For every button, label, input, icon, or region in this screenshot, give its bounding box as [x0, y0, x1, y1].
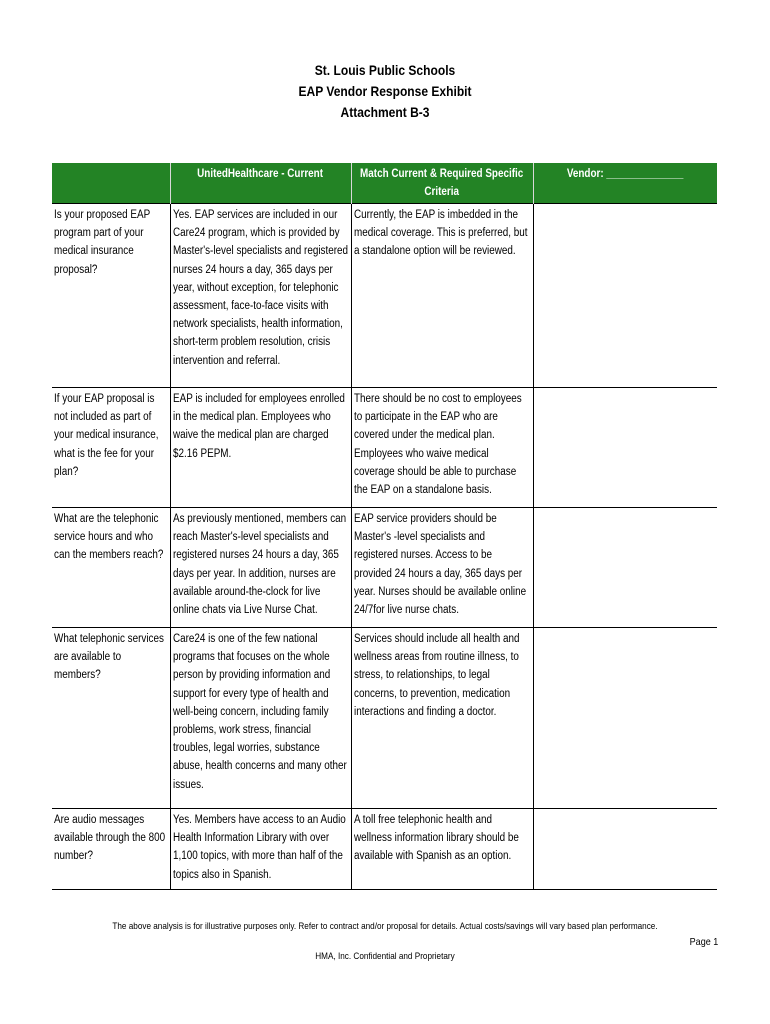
- current-cell: Care24 is one of the few national programs that focuses on the whole person by providing information and support for every type of health and well-being concern, including family problems, work stress, financial troubles, legal worries, substance abuse, health concerns and many other issues.: [170, 628, 351, 809]
- table-row: [52, 388, 717, 508]
- header-criteria: Match Current & Required Specific Criteria: [351, 163, 533, 204]
- current-cell: EAP is included for employees enrolled in the medical plan. Employees who waive the medical plan are charged $2.16 PEPM.: [170, 388, 351, 508]
- table-row: [52, 628, 717, 809]
- current-cell: As previously mentioned, members can reach Master's-level specialists and registered nurses 24 hours a day, 365 days per year. In addition, nurses are available around-the-clock for live online chats via Live Nurse Chat.: [170, 508, 351, 628]
- document-title: [54, 60, 716, 123]
- table-row: [52, 204, 717, 388]
- vendor-cell[interactable]: [533, 388, 717, 508]
- question-cell: What telephonic services are available to members?: [52, 628, 170, 809]
- current-cell: Yes. Members have access to an Audio Health Information Library with over 1,100 topics, with more than half of the topics also in Spanish.: [170, 809, 351, 890]
- page-number: Page 1: [689, 936, 718, 948]
- vendor-cell[interactable]: [533, 204, 717, 388]
- table-row: [52, 809, 717, 890]
- criteria-cell: Services should include all health and wellness areas from routine illness, to stress, to relationships, to legal concerns, to prevention, medication interactions and finding a doctor.: [351, 628, 533, 809]
- vendor-cell[interactable]: [533, 628, 717, 809]
- question-cell: Are audio messages available through the 800 number?: [52, 809, 170, 890]
- question-cell: Is your proposed EAP program part of your medical insurance proposal?: [52, 204, 170, 388]
- vendor-response-table: [52, 163, 717, 890]
- criteria-cell: Currently, the EAP is imbedded in the medical coverage. This is preferred, but a standalone option will be reviewed.: [351, 204, 533, 388]
- current-cell: Yes. EAP services are included in our Care24 program, which is provided by Master's-level specialists and registered nurses 24 hours a day, 365 days per year, without exception, for telephonic assessment, face-to-face visits with network specialists, health information, short-term problem resolution, crisis intervention and referral.: [170, 204, 351, 388]
- criteria-cell: EAP service providers should be Master's -level specialists and registered nurses. Access to be provided 24 hours a day, 365 days per year. Nurses should be available online 24/7for live nurse chats.: [351, 508, 533, 628]
- table-header-row: [52, 163, 717, 204]
- vendor-cell[interactable]: [533, 508, 717, 628]
- vendor-cell[interactable]: [533, 809, 717, 890]
- title-line-1: St. Louis Public Schools: [314, 62, 456, 78]
- criteria-cell: There should be no cost to employees to participate in the EAP who are covered under the medical plan. Employees who waive medical coverage should be able to purchase the EAP on a standalone basis.: [351, 388, 533, 508]
- question-cell: If your EAP proposal is not included as part of your medical insurance, what is the fee for your plan?: [52, 388, 170, 508]
- disclaimer-note: The above analysis is for illustrative purposes only. Refer to contract and/or proposal for details. Actual costs/savings will vary based plan performance.: [112, 921, 658, 932]
- question-cell: What are the telephonic service hours and who can the members reach?: [52, 508, 170, 628]
- title-line-3: Attachment B-3: [340, 104, 430, 120]
- criteria-cell: A toll free telephonic health and wellness information library should be available with Spanish as an option.: [351, 809, 533, 890]
- header-current: UnitedHealthcare - Current: [170, 163, 351, 204]
- confidential-notice: HMA, Inc. Confidential and Proprietary: [315, 951, 455, 962]
- header-vendor: Vendor: ______________: [533, 163, 717, 204]
- table-row: [52, 508, 717, 628]
- header-question: [52, 163, 170, 204]
- title-line-2: EAP Vendor Response Exhibit: [298, 83, 472, 99]
